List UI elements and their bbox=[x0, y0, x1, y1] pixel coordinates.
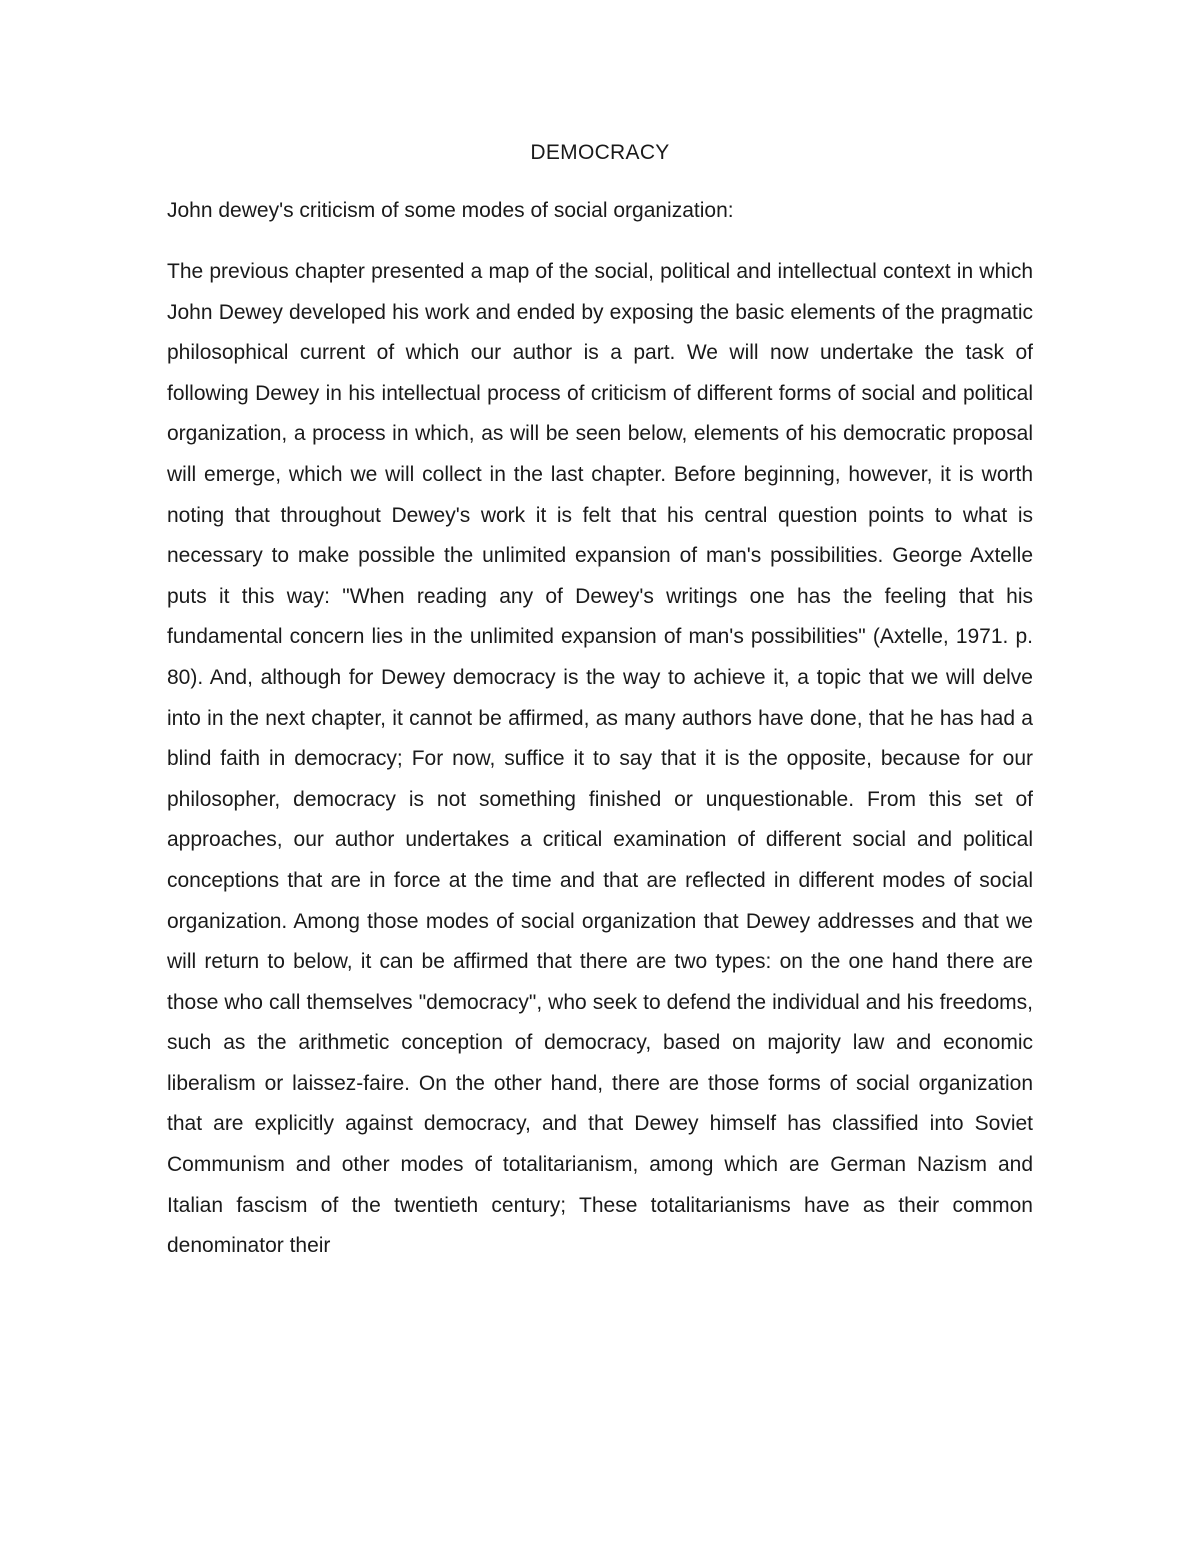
body-paragraph: The previous chapter presented a map of the social, political and intellectual context in which John Dewey developed his work and ended by exposing the basic elements of the pragmatic philosophical current of which our author is a part. We will now undertake the task of following Dewey in his intellectual process of criticism of different forms of social and political organization, a process in which, as will be seen below, elements of his democratic proposal will emerge, which we will collect in the last chapter. Before beginning, however, it is worth noting that throughout Dewey's work it is felt that his central question points to what is necessary to make possible the unlimited expansion of man's possibilities. George Axtelle puts it this way: "When reading any of Dewey's writings one has the feeling that his fundamental concern lies in the unlimited expansion of man's possibilities" (Axtelle, 1971. p. 80). And, although for Dewey democracy is the way to achieve it, a topic that we will delve into in the next chapter, it cannot be affirmed, as many authors have done, that he has had a blind faith in democracy; For now, suffice it to say that it is the opposite, because for our philosopher, democracy is not something finished or unquestionable. From this set of approaches, our author undertakes a critical examination of different social and political conceptions that are in force at the time and that are reflected in different modes of social organization. Among those modes of social organization that Dewey addresses and that we will return to below, it can be affirmed that there are two types: on the one hand there are those who call themselves "democracy", who seek to defend the individual and his freedoms, such as the arithmetic conception of democracy, based on majority law and economic liberalism or laissez-faire. On the other hand, there are those forms of social organization that are explicitly against democracy, and that Dewey himself has classified into Soviet Communism and other modes of totalitarianism, among which are German Nazism and Italian fascism of the twentieth century; These totalitarianisms have as their common denominator their bbox=[167, 260, 1033, 1258]
document-subtitle: John dewey's criticism of some modes of social organization: bbox=[167, 199, 734, 222]
document-title: DEMOCRACY bbox=[530, 141, 670, 164]
